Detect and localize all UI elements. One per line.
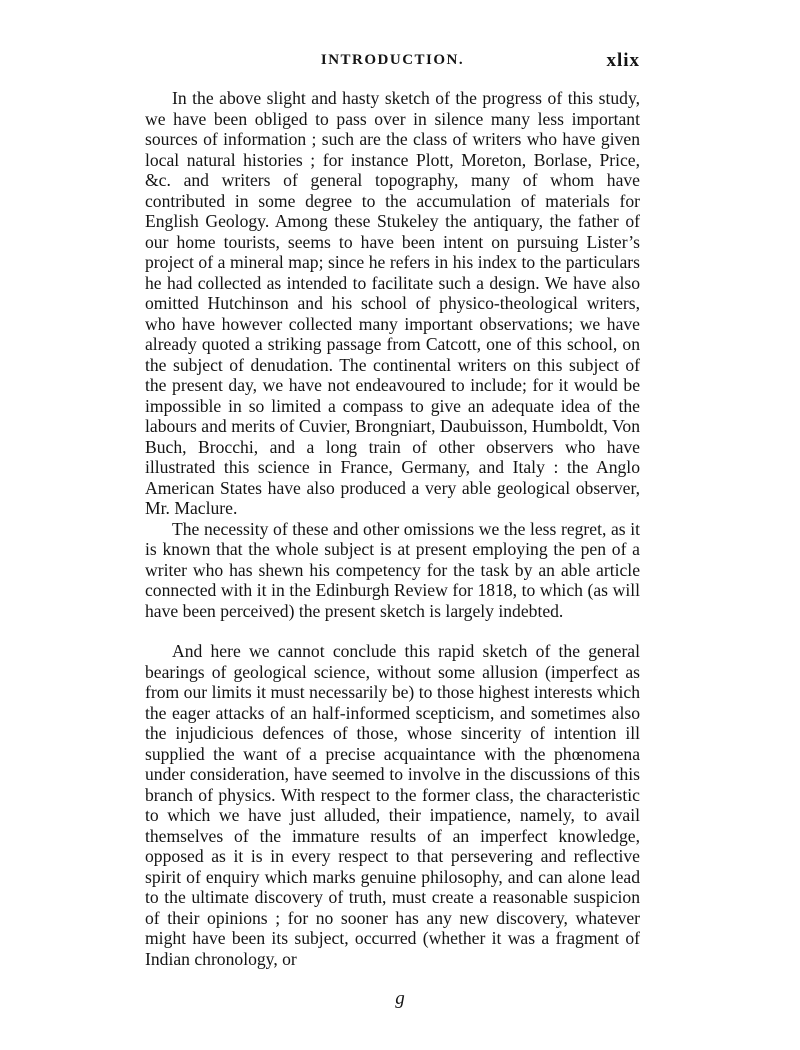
body-text: [145, 88, 640, 969]
signature-mark: g: [395, 988, 405, 1009]
paragraph-progress-sketch: In the above slight and hasty sketch of the progress of this study, we have been obliged to pass over in silence many less important sources of information ; such are the class of writers who have given local natural histories ; for instance Plott, Moreton, Borlase, Price, &c. and writers of general topography, many of whom have contributed in some degree to the accumulation of materials for English Geology. Among these Stukeley the antiquary, the father of our home tourists, seems to have been intent on pursuing Lister’s project of a mineral map; since he refers in his index to the particulars he had collected as intended to facilitate such a design. We have also omitted Hutchinson and his school of physico-theological writers, who have however collected many important observations; we have already quoted a striking passage from Catcott, one of this school, on the subject of denudation. The continental writers on this subject of the present day, we have not endeavoured to include; for it would be impossible in so limited a compass to give an adequate idea of the labours and merits of Cuvier, Brongniart, Daubuisson, Humboldt, Von Buch, Brocchi, and a long train of other observers who have illustrated this science in France, Germany, and Italy : the Anglo American States have also produced a very able geological observer, Mr. Maclure.: [145, 88, 640, 518]
paragraph-omissions: The necessity of these and other omissions we the less regret, as it is known that the whole subject is at present employing the pen of a writer who has shewn his competency for the task by an able article connected with it in the Edinburgh Review for 1818, to which (as will have been perceived) the present sketch is largely indebted.: [145, 518, 640, 621]
running-header: [145, 52, 640, 76]
running-title: INTRODUCTION.: [320, 52, 465, 68]
paragraph-conclusion: And here we cannot conclude this rapid sketch of the general bearings of geological science, without some allusion (imperfect as from our limits it must necessarily be) to those highest interests which the eager attacks of an half-informed scepticism, and sometimes also the injudicious defences of those, whose sincerity of intention ill supplied the want of a precise acquaintance with the phœnomena under consideration, have seemed to involve in the discussions of this branch of physics. With respect to the former class, the characteristic to which we have just alluded, their impatience, namely, to avail themselves of the immature results of an imperfect knowledge, opposed as it is in every respect to that persevering and reflective spirit of enquiry which marks genuine philosophy, and can alone lead to the ultimate discovery of truth, must create a reasonable suspicion of their opinions ; for no sooner has any new discovery, whatever might have been its subject, occurred (whether it was a fragment of Indian chronology, or: [145, 641, 640, 969]
page-number: xlix: [606, 50, 640, 71]
